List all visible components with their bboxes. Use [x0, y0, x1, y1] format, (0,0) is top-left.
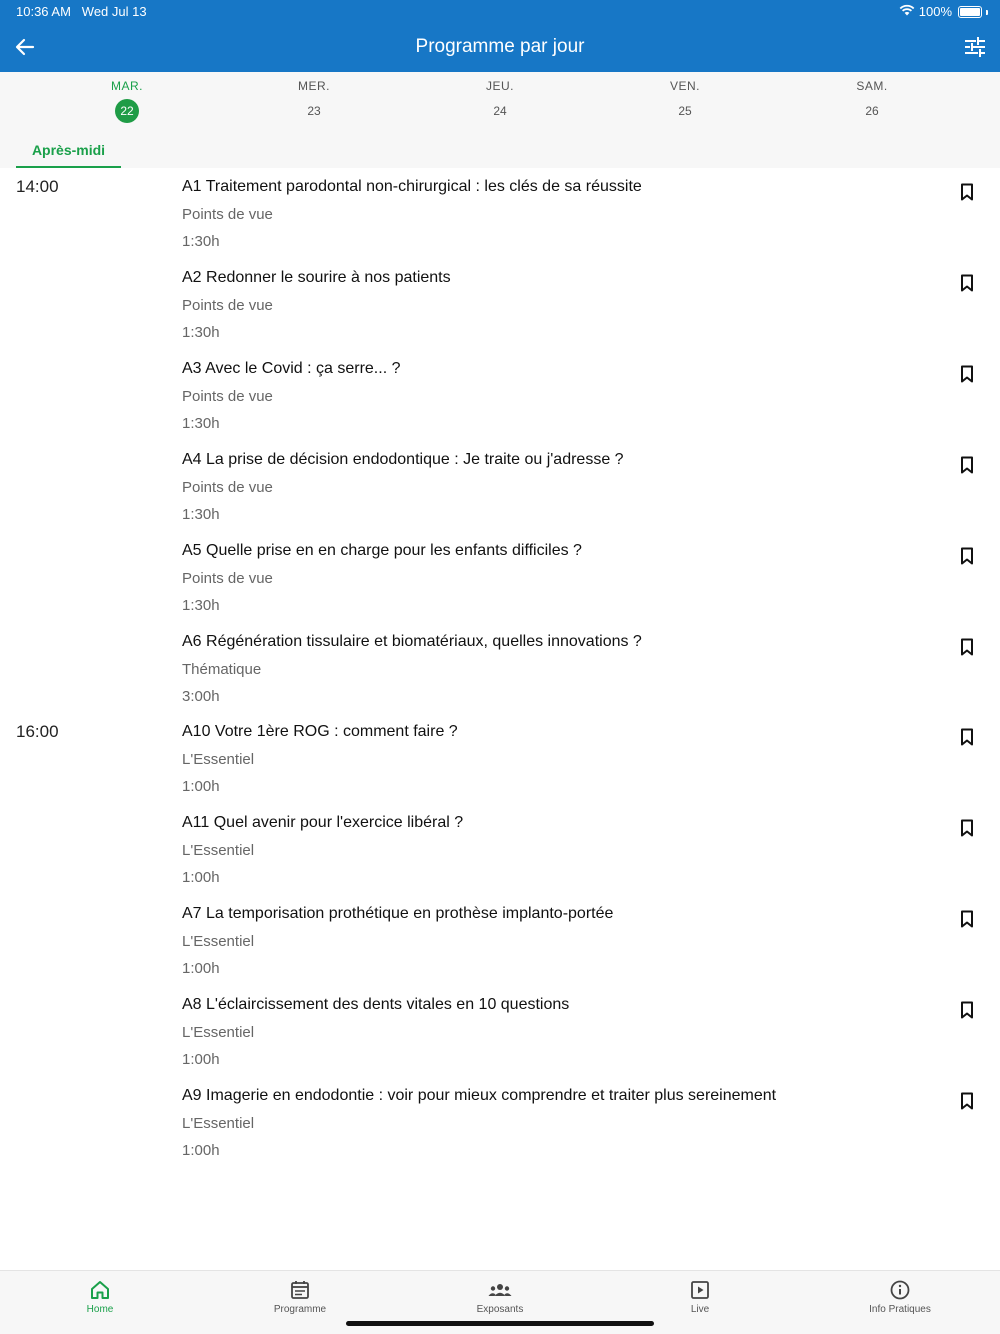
day-tab-26[interactable] — [812, 79, 932, 123]
bookmark-button[interactable] — [956, 726, 978, 748]
bookmark-button[interactable] — [956, 908, 978, 930]
tab-apres-midi[interactable]: Après-midi — [16, 140, 121, 168]
session-type: L'Essentiel — [182, 751, 255, 768]
day-name: MAR. — [111, 79, 143, 93]
session-duration: 1:30h — [182, 233, 220, 250]
bookmark-icon — [960, 365, 974, 383]
bookmark-button[interactable] — [956, 454, 978, 476]
bookmark-icon — [960, 547, 974, 565]
session-item[interactable] — [182, 443, 982, 534]
sliders-icon — [964, 37, 986, 57]
session-duration: 1:00h — [182, 1051, 220, 1068]
session-type: Points de vue — [182, 388, 273, 405]
session-duration: 1:30h — [182, 415, 220, 432]
page-title: Programme par jour — [415, 36, 585, 57]
people-icon — [440, 1279, 560, 1301]
bookmark-button[interactable] — [956, 636, 978, 658]
session-title: A10 Votre 1ère ROG : comment faire ? — [182, 723, 458, 740]
day-tab-23[interactable] — [254, 79, 374, 123]
session-type: Points de vue — [182, 479, 273, 496]
nav-label: Live — [690, 1304, 710, 1315]
day-name: MER. — [298, 79, 330, 93]
session-item[interactable] — [182, 806, 982, 897]
calendar-icon — [240, 1279, 360, 1301]
nav-programme[interactable] — [240, 1279, 360, 1315]
session-duration: 3:00h — [182, 688, 220, 705]
bookmark-icon — [960, 456, 974, 474]
bookmark-button[interactable] — [956, 1090, 978, 1112]
session-duration: 1:30h — [182, 597, 220, 614]
bookmark-icon — [960, 638, 974, 656]
filter-button[interactable] — [960, 32, 990, 62]
wifi-icon — [899, 4, 915, 20]
session-title: A11 Quel avenir pour l'exercice libéral ? — [182, 814, 464, 831]
nav-exposants[interactable] — [440, 1279, 560, 1315]
session-duration: 1:00h — [182, 869, 220, 886]
bookmark-button[interactable] — [956, 181, 978, 203]
home-icon — [40, 1279, 160, 1301]
play-icon — [640, 1279, 760, 1301]
session-type: L'Essentiel — [182, 1024, 255, 1041]
nav-live[interactable] — [640, 1279, 760, 1315]
session-title: A9 Imagerie en endodontie : voir pour mieux comprendre et traiter plus sereinement — [182, 1087, 777, 1104]
day-number: 23 — [307, 104, 321, 118]
session-duration: 1:00h — [182, 960, 220, 977]
session-type: L'Essentiel — [182, 1115, 255, 1132]
home-indicator — [346, 1321, 654, 1326]
bookmark-button[interactable] — [956, 817, 978, 839]
session-title: A6 Régénération tissulaire et biomatériaux, quelles innovations ? — [182, 633, 642, 650]
session-item[interactable] — [182, 261, 982, 352]
bookmark-icon — [960, 1001, 974, 1019]
nav-label: Home — [86, 1304, 114, 1315]
session-item[interactable] — [182, 170, 982, 261]
session-title: A7 La temporisation prothétique en prothèse implanto-portée — [182, 905, 614, 922]
nav-label: Programme — [273, 1304, 327, 1315]
session-duration: 1:30h — [182, 506, 220, 523]
session-type: Points de vue — [182, 206, 273, 223]
day-tab-22[interactable] — [67, 79, 187, 123]
session-item[interactable] — [182, 534, 982, 625]
bookmark-icon — [960, 1092, 974, 1110]
session-item[interactable] — [182, 625, 982, 716]
session-title: A4 La prise de décision endodontique : Je traite ou j'adresse ? — [182, 451, 624, 468]
day-number: 26 — [865, 104, 879, 118]
bookmark-icon — [960, 183, 974, 201]
bookmark-button[interactable] — [956, 272, 978, 294]
session-duration: 1:00h — [182, 1142, 220, 1159]
session-item[interactable] — [182, 352, 982, 443]
session-item[interactable] — [182, 1079, 982, 1170]
day-tab-25[interactable] — [625, 79, 745, 123]
session-item[interactable] — [182, 715, 982, 806]
session-title: A8 L'éclaircissement des dents vitales en 10 questions — [182, 996, 570, 1013]
session-title: A5 Quelle prise en en charge pour les enfants difficiles ? — [182, 542, 582, 559]
day-number: 22 — [115, 99, 139, 123]
session-item[interactable] — [182, 988, 982, 1079]
status-time: 10:36 AM — [16, 4, 71, 19]
nav-label: Exposants — [476, 1304, 524, 1315]
bookmark-button[interactable] — [956, 363, 978, 385]
session-type: Points de vue — [182, 297, 273, 314]
session-title: A1 Traitement parodontal non-chirurgical : les clés de sa réussite — [182, 178, 642, 195]
day-name: JEU. — [485, 79, 514, 93]
bookmark-icon — [960, 910, 974, 928]
day-number: 25 — [678, 104, 692, 118]
info-icon — [840, 1279, 960, 1301]
session-type: L'Essentiel — [182, 933, 255, 950]
nav-label: Info Pratiques — [869, 1304, 931, 1315]
day-name: VEN. — [669, 79, 700, 93]
bookmark-button[interactable] — [956, 545, 978, 567]
bookmark-icon — [960, 819, 974, 837]
session-duration: 1:00h — [182, 778, 220, 795]
nav-home[interactable] — [40, 1279, 160, 1315]
bookmark-icon — [960, 728, 974, 746]
day-number: 24 — [493, 104, 507, 118]
session-type: L'Essentiel — [182, 842, 255, 859]
nav-info-pratiques[interactable] — [840, 1279, 960, 1315]
bookmark-icon — [960, 274, 974, 292]
session-type: Thématique — [182, 661, 262, 678]
app-header — [0, 0, 1000, 72]
day-selector — [0, 72, 1000, 168]
status-date: Wed Jul 13 — [81, 4, 147, 19]
session-title: A2 Redonner le sourire à nos patients — [182, 269, 451, 286]
session-title: A3 Avec le Covid : ça serre... ? — [182, 360, 401, 377]
bookmark-button[interactable] — [956, 999, 978, 1021]
battery-level: 100% — [918, 4, 952, 19]
battery-icon — [958, 6, 982, 18]
session-item[interactable] — [182, 897, 982, 988]
day-tab-24[interactable] — [440, 79, 560, 123]
session-type: Points de vue — [182, 570, 273, 587]
slot-time: 16:00 — [16, 722, 59, 741]
session-duration: 1:30h — [182, 324, 220, 341]
day-name: SAM. — [856, 79, 888, 93]
slot-time: 14:00 — [16, 177, 59, 196]
status-bar — [16, 4, 988, 20]
